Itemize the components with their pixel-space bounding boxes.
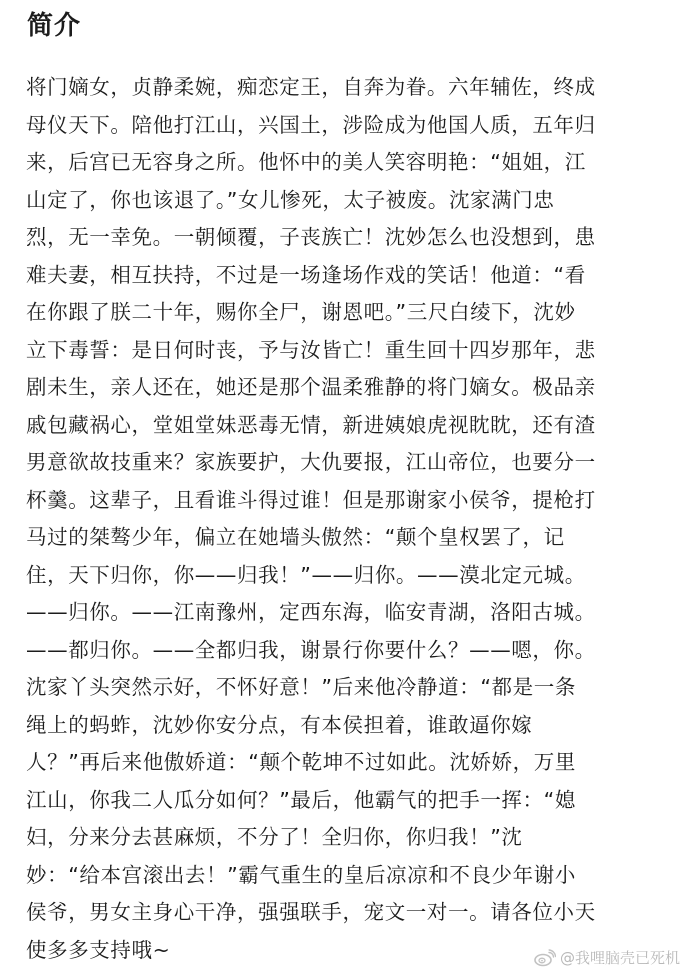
synopsis-line: 沈家丫头突然示好，不怀好意！”后来他冷静道：“都是一条 (26, 675, 576, 699)
synopsis-line: 男意欲故技重来？家族要护，大仇要报，江山帝位，也要分一 (26, 450, 596, 474)
synopsis-line: 母仪天下。陪他打江山，兴国土，涉险成为他国人质，五年归 (26, 112, 596, 137)
synopsis-line: 在你跟了朕二十年，赐你全尸，谢恩吧。”三尺白绫下，沈妙 (26, 300, 576, 324)
synopsis-line: 绳上的蚂蚱，沈妙你安分点，有本侯担着，谁敢逼你嫁 (26, 712, 533, 737)
synopsis-line: 侯爷，男女主身心干净，强强联手，宠文一对一。请各位小天 (26, 900, 596, 924)
synopsis-line: 难夫妻，相互扶持，不过是一场逢场作戏的笑话！他道：“看 (26, 262, 586, 287)
page-title: 简介 (27, 11, 82, 41)
synopsis-line: 烈，无一幸免。一朝倾覆，子丧族亡！沈妙怎么也没想到，患 (26, 225, 596, 249)
synopsis-line: 来，后宫已无容身之所。他怀中的美人笑容明艳：“姐姐，江 (26, 150, 586, 174)
synopsis-line: 江山，你我二人瓜分如何？”最后，他霸气的把手一挥：“媳 (26, 787, 576, 812)
synopsis-text (26, 69, 676, 969)
synopsis-line: 使多多支持哦~ (26, 937, 171, 962)
synopsis-line: ——都归你。——全都归我，谢景行你要什么？——嗯，你。 (26, 637, 596, 662)
synopsis-line: 剧未生，亲人还在，她还是那个温柔雅静的将门嫡女。极品亲 (26, 375, 596, 399)
synopsis-line: 马过的桀骜少年，偏立在她墙头傲然：“颠个皇权罢了，记 (26, 525, 565, 549)
synopsis-line: 将门嫡女，贞静柔婉，痴恋定王，自奔为眷。六年辅佐，终成 (26, 75, 596, 99)
synopsis-line: 杯羹。这辈子，且看谁斗得过谁！但是那谢家小侯爷，提枪打 (26, 487, 596, 512)
synopsis-line: 立下毒誓：是日何时丧，予与汝皆亡！重生回十四岁那年，悲 (26, 337, 596, 362)
synopsis-line: 妙：“给本宫滚出去！”霸气重生的皇后凉凉和不良少年谢小 (26, 862, 576, 887)
synopsis-line: 戚包藏祸心，堂姐堂妹恶毒无情，新进姨娘虎视眈眈，还有渣 (26, 412, 596, 437)
weibo-logo-icon (534, 949, 556, 967)
synopsis-line: 人？”再后来他傲娇道：“颠个乾坤不过如此。沈娇娇，万里 (26, 750, 576, 774)
synopsis-line: 山定了，你也该退了。”女儿惨死，太子被废。沈家满门忠 (26, 187, 555, 212)
synopsis-line: 住，天下归你，你——归我！”——归你。——漠北定元城。 (26, 562, 586, 587)
synopsis-line: 妇，分来分去甚麻烦，不分了！全归你，你归我！”沈 (26, 825, 523, 849)
synopsis-line: ——归你。——江南豫州，定西东海，临安青湖，洛阳古城。 (26, 600, 596, 624)
watermark (534, 948, 680, 968)
watermark-text: @我哩脑壳已死机 (559, 949, 680, 967)
